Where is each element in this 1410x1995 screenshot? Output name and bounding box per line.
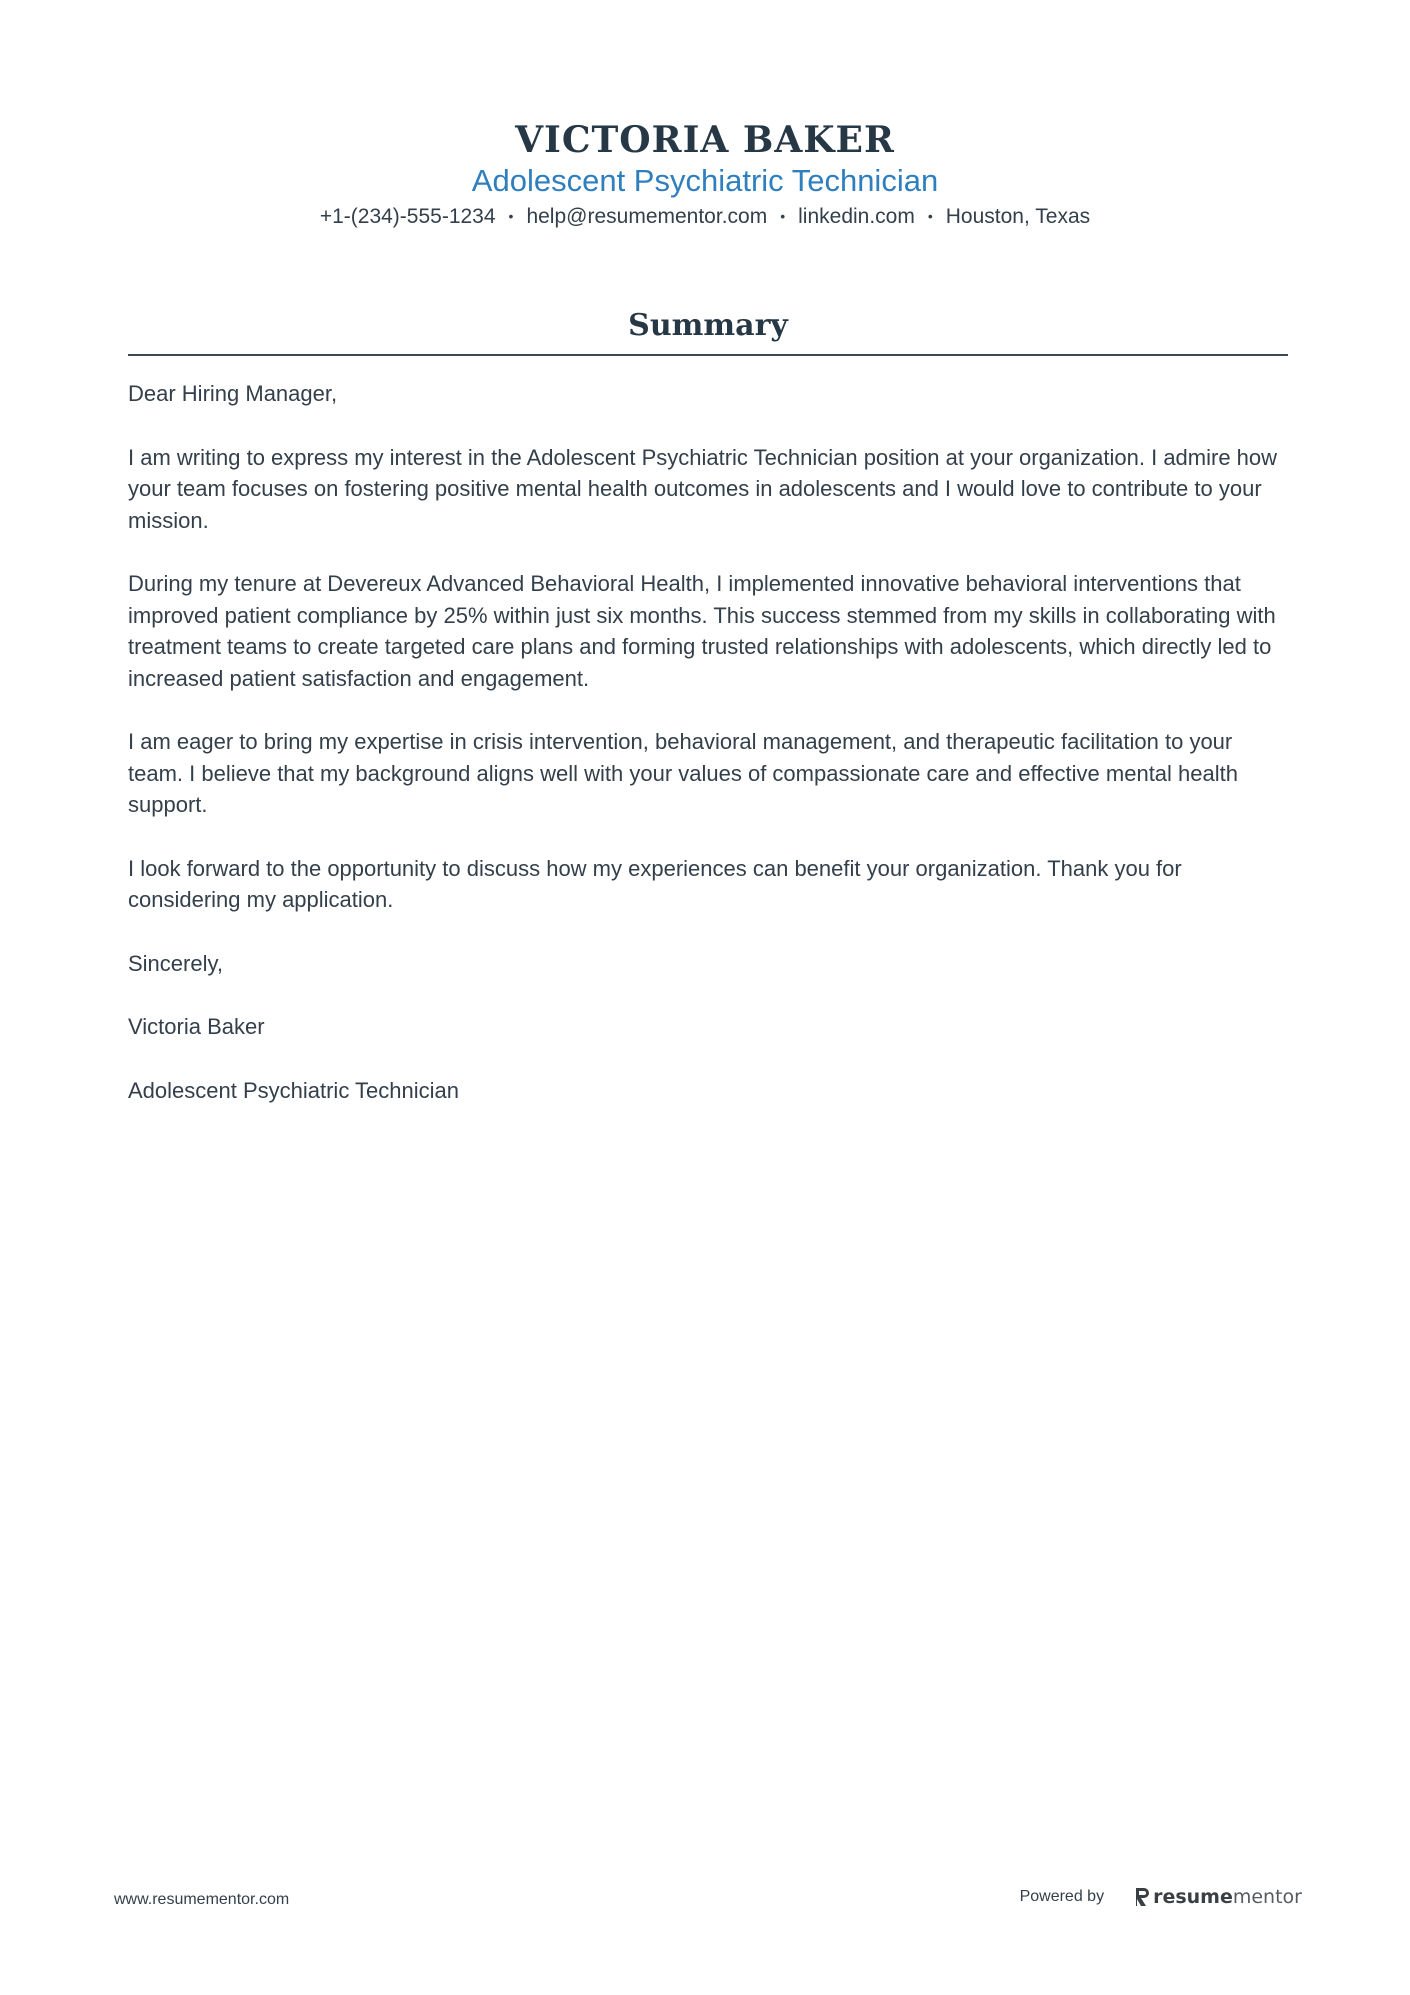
applicant-job-title: Adolescent Psychiatric Technician xyxy=(471,163,939,198)
salutation: Dear Hiring Manager, xyxy=(128,381,338,406)
section-heading: Summary xyxy=(628,308,788,343)
contact-email[interactable]: help@resumementor.com xyxy=(526,205,768,228)
closing: Sincerely, xyxy=(128,950,223,976)
letter-body xyxy=(128,378,1288,1106)
powered-by-label: Powered by xyxy=(1019,1888,1105,1905)
powered-by xyxy=(1020,1886,1302,1908)
signature-name: Victoria Baker xyxy=(128,1014,265,1039)
body-paragraph: I look forward to the opportunity to discuss how my experiences can benefit your organization. Thank you for considering my application. xyxy=(128,855,1182,912)
contact-separator: • xyxy=(780,208,786,224)
page-footer xyxy=(114,1885,1302,1915)
logo-text-mentor: mentor xyxy=(1232,1886,1302,1908)
resumementor-logo[interactable] xyxy=(1134,1886,1302,1908)
body-paragraph: I am writing to express my interest in the Adolescent Psychiatric Technician position at your organization. I admire how your team focuses on fostering positive mental health outcomes in adolescents and I would love to contribute to your mission. xyxy=(128,444,1278,533)
body-paragraph: During my tenure at Devereux Advanced Behavioral Health, I implemented innovative behavioral interventions that improved patient compliance by 25% within just six months. This success stemmed from my skills in collaborating with treatment teams to create targeted care plans and forming trusted relationships with adolescents, which directly led to increased patient satisfaction and engagement. xyxy=(128,571,1276,691)
contact-separator: • xyxy=(508,208,514,224)
logo-text-resume: resume xyxy=(1153,1886,1233,1908)
contact-separator: • xyxy=(927,208,933,224)
footer-website-link[interactable]: www.resumementor.com xyxy=(114,1891,290,1908)
summary-section xyxy=(128,304,1288,1138)
letter-header xyxy=(0,118,1410,232)
contact-location: Houston, Texas xyxy=(945,205,1091,228)
body-paragraph: I am eager to bring my expertise in crisis intervention, behavioral management, and therapeutic facilitation to your team. I believe that my background aligns well with your values of compassionate care and effective mental health support. xyxy=(128,729,1238,817)
contact-linkedin[interactable]: linkedin.com xyxy=(798,205,915,228)
resumementor-logo-icon xyxy=(1134,1887,1150,1907)
section-divider xyxy=(128,354,1288,356)
contact-line xyxy=(0,201,1410,232)
signature-title: Adolescent Psychiatric Technician xyxy=(128,1077,459,1103)
contact-phone: +1-(234)-555-1234 xyxy=(319,205,496,228)
applicant-name: VICTORIA BAKER xyxy=(515,119,895,161)
